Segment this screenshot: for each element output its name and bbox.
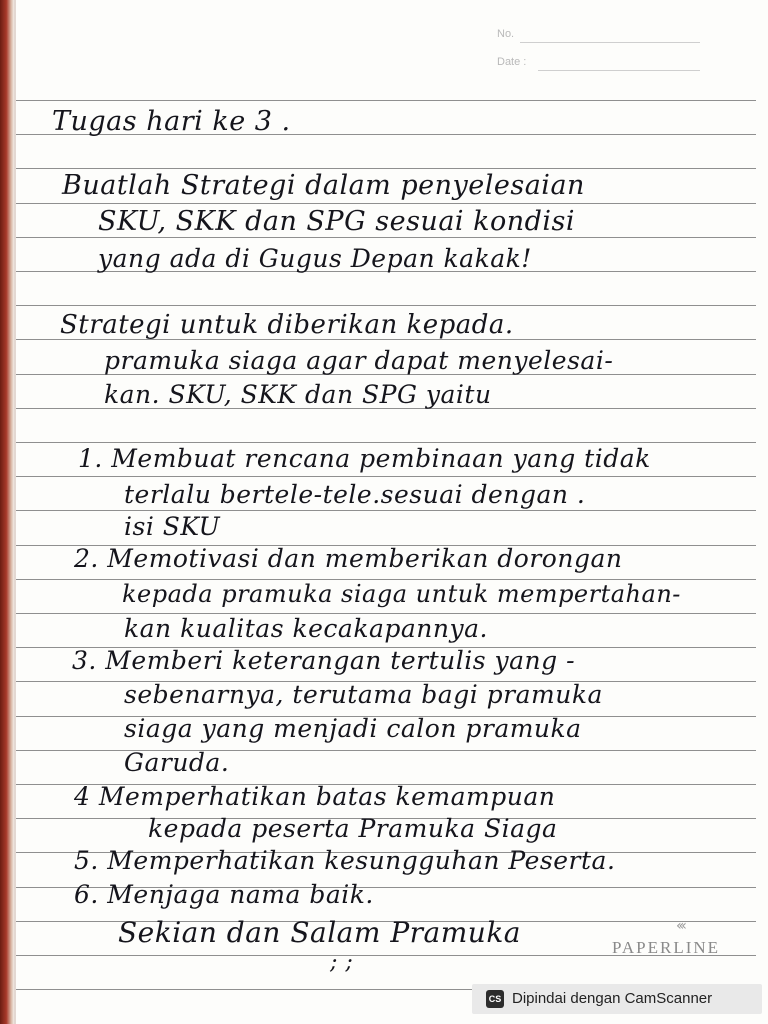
item-3-line-1: 3. Memberi keterangan tertulis yang - [72,646,576,675]
prompt-line-1: Buatlah Strategi dalam penyelesaian [62,170,585,201]
camscanner-icon: CS [486,990,504,1008]
item-2-line-3: kan kualitas kecakapannya. [124,614,488,643]
page-binding-edge [0,0,14,1024]
ruled-line [16,442,756,443]
item-3-line-3: siaga yang menjadi calon pramuka [124,714,582,743]
closing-smiley: ; ; [330,950,354,975]
intro-line-2: pramuka siaga agar dapat menyelesai- [104,346,614,375]
ruled-line [16,510,756,511]
camscanner-watermark [472,984,762,1014]
item-3-line-4: Garuda. [124,748,230,777]
prompt-line-2: SKU, SKK dan SPG sesuai kondisi [98,206,576,237]
intro-line-1: Strategi untuk diberikan kepada. [60,310,514,340]
item-5-line-1: 5. Memperhatikan kesungguhan Peserta. [74,846,616,875]
ruled-line [16,476,756,477]
item-1-line-1: 1. Membuat rencana pembinaan yang tidak [78,444,651,473]
item-1-line-2: terlalu bertele-tele.sesuai dengan . [124,480,586,509]
ruled-line [16,237,756,238]
item-6-line-1: 6. Menjaga nama baik. [74,880,374,909]
camscanner-text: Dipindai dengan CamScanner [512,990,713,1007]
ruled-line [16,168,756,169]
intro-line-3: kan. SKU, SKK dan SPG yaitu [104,380,492,409]
item-4-line-1: 4 Memperhatikan batas kemampuan [74,782,556,811]
no-label: No. [497,28,515,40]
item-3-line-2: sebenarnya, terutama bagi pramuka [124,680,603,709]
ruled-line [16,100,756,101]
no-line [520,42,700,43]
prompt-line-3: yang ada di Gugus Depan kakak! [98,244,532,273]
paperline-logo: PAPERLINE [612,938,721,957]
item-2-line-1: 2. Memotivasi dan memberikan dorongan [74,544,623,573]
ruled-line [16,305,756,306]
note-title: Tugas hari ke 3 . [52,106,291,137]
date-label: Date : [497,56,527,68]
paperline-chevron-icon: ‹‹‹ [676,918,684,934]
closing-line: Sekian dan Salam Pramuka [118,916,521,949]
date-line [538,70,700,71]
item-4-line-2: kepada peserta Pramuka Siaga [148,814,558,843]
item-1-line-3: isi SKU [124,512,221,541]
ruled-line [16,203,756,204]
item-2-line-2: kepada pramuka siaga untuk mempertahan- [122,580,681,608]
margin-line [14,0,16,1024]
